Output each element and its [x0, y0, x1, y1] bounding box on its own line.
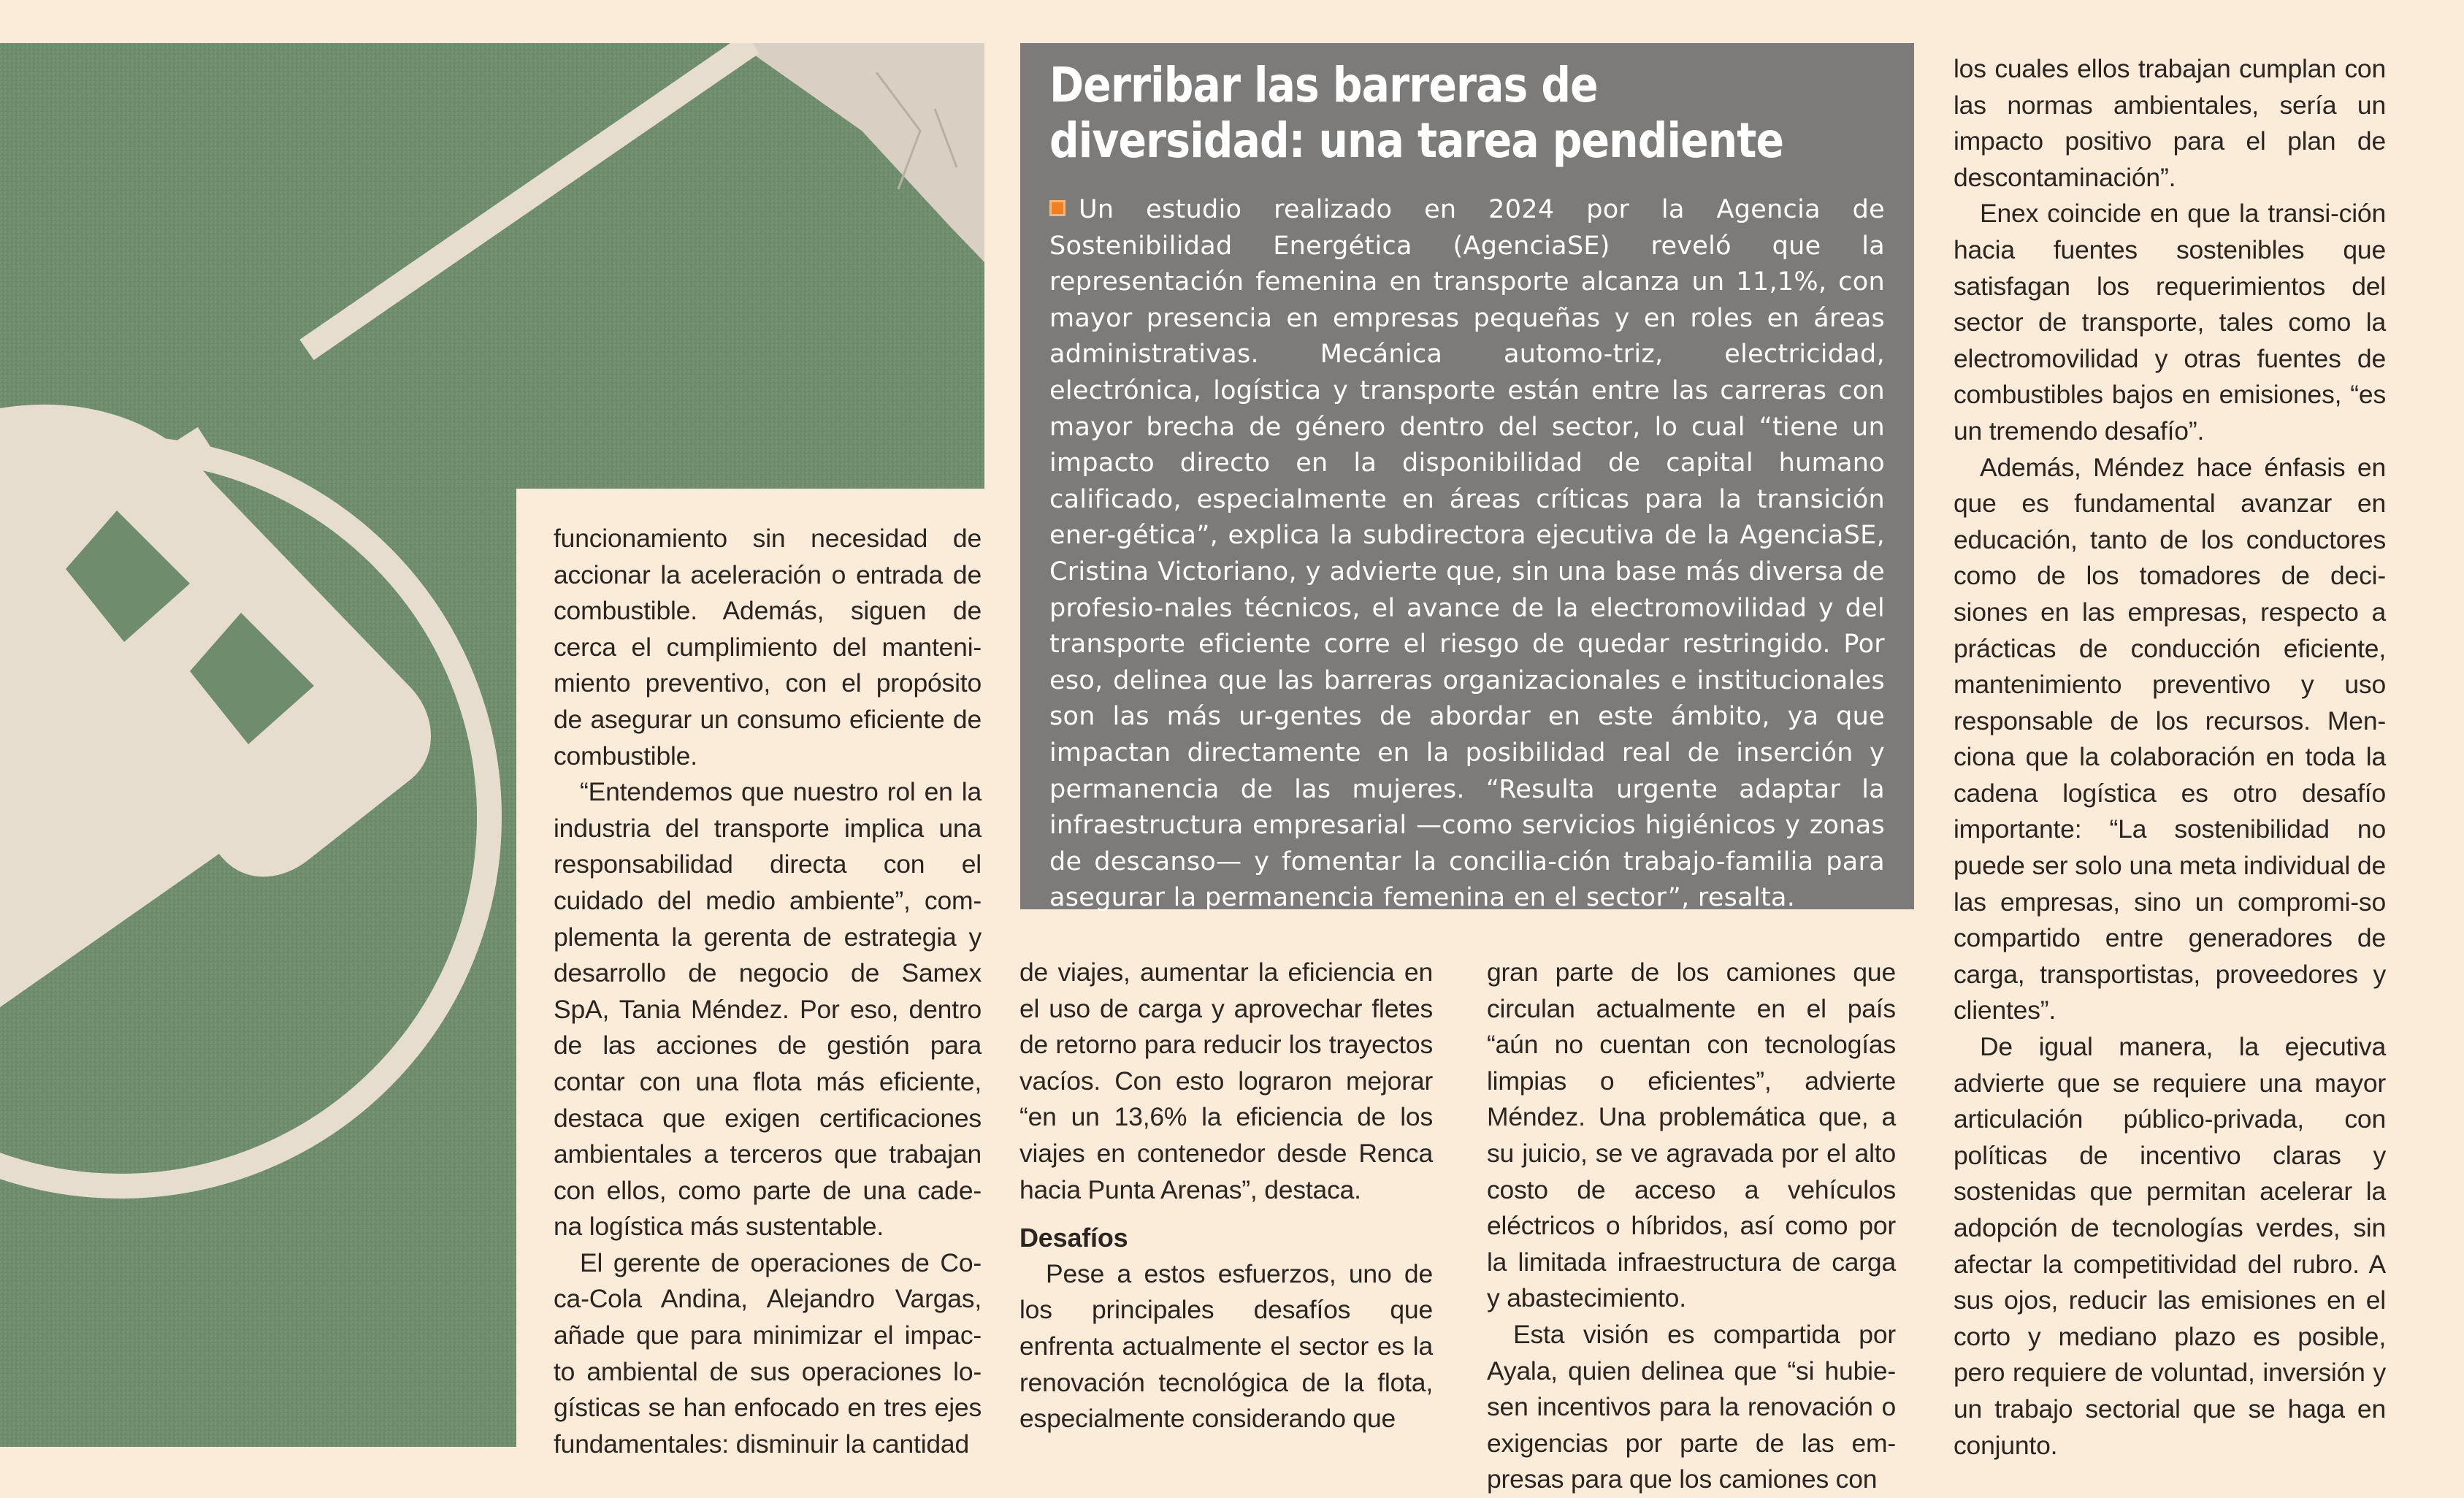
- paragraph: Pese a estos esfuerzos, uno de los principales desafíos que enfrenta actualmente el sector es la renovación tecnológica de la flota, especialmente considerando que: [1019, 1258, 1433, 1434]
- paragraph: de viajes, aumentar la eficiencia en el uso de carga y aprovechar fletes de retorno para reducir los trayectos vacíos. Con esto lograron mejorar “en un 13,6% la eficiencia de los viajes en contenedor desde Renca hacia Punta Arenas”, destaca.: [1019, 958, 1433, 1204]
- section-heading: Desafíos: [1019, 1223, 1128, 1253]
- sidebar-body: [1049, 192, 1885, 917]
- paragraph: El gerente de operaciones de Co-ca-Cola Andina, Alejandro Vargas, añade que para minimizar el impac-to ambiental de sus operaciones lo-gísticas se han enfocado en tres ejes fundamentales: disminuir la cantidad: [554, 1247, 982, 1459]
- diversity-sidebar: [1020, 43, 1914, 913]
- paragraph: los cuales ellos trabajan cumplan con las normas ambientales, sería un impacto positivo para el plan de descontaminación”.: [1954, 54, 2386, 192]
- sidebar-body-text: Un estudio realizado en 2024 por la Agencia de Sostenibilidad Energética (AgenciaSE) reveló que la representación femenina en transporte alcanza un 11,1%, con mayor presencia en empresas pequeñas y en roles en áreas administrativas. Mecánica automo-triz, electricidad, electrónica, logística y transporte están entre las carreras con mayor brecha de género dentro del sector, lo cual “tiene un impacto directo en la disponibilidad de capital humano calificado, especialmente en áreas críticas para la transición ener-gética”, explica la subdirectora ejecutiva de la AgenciaSE, Cristina Victoriano, y advierte que, sin una base más diversa de profesio-nales técnicos, el avance de la electromovilidad y del transporte eficiente corre el riesgo de quedar restringido. Por eso, delinea que las barreras organizacionales e institucionales son las más ur-gentes de abordar en este ámbito, ya que impactan directamente en la posibilidad real de inserción y permanencia de las mujeres. “Resulta urgente adaptar la infraestructura empresarial —como servicios higiénicos y zonas de descanso— y fomentar la concilia-ción trabajo-familia para asegurar la permanencia femenina en el sector”, resalta.: [1049, 195, 1885, 913]
- paragraph: Enex coincide en que la transi-ción hacia fuentes sostenibles que satisfagan los requerimientos del sector de transporte, tales como la electromovilidad y otras fuentes de combustibles bajos en emisiones, “es un tremendo desafío”.: [1954, 199, 2386, 446]
- paragraph: “Entendemos que nuestro rol en la industria del transporte implica una responsabilidad directa con el cuidado del medio ambiente”, com-plementa la gerenta de estrategia y desarrollo de negocio de Samex SpA, Tania Méndez. Por eso, dentro de las acciones de gestión para contar con una flota más eficiente, destaca que exigen certificaciones ambientales a terceros que trabajan con ellos, como parte de una cade-na logística más sustentable.: [554, 777, 982, 1242]
- paragraph: De igual manera, la ejecutiva advierte que se requiere una mayor articulación público-privada, con políticas de incentivo claras y sostenidas que permitan acelerar la adopción de tecnologías verdes, sin afectar la competitividad del rubro. A sus ojos, reducir las emisiones en el corto y mediano plazo es posible, pero requiere de voluntad, inversión y un trabajo sectorial que se haga en conjunto.: [1954, 1032, 2386, 1460]
- sidebar-title: Derribar las barreras de diversidad: una tarea pendiente: [1049, 57, 1784, 169]
- article-column-3: [1487, 955, 1896, 1498]
- article-column-4: [1954, 51, 2386, 1464]
- paragraph: Esta visión es compartida por Ayala, quien delinea que “si hubie-sen incentivos para la renovación o exigencias por parte de las em-presas para que los camiones con: [1487, 1319, 1896, 1494]
- paragraph: funcionamiento sin necesidad de accionar la aceleración o entrada de combustible. Además, siguen de cerca el cumplimiento del manteni-miento preventivo, con el propósito de asegurar un consumo eficiente de combustible.: [554, 524, 982, 771]
- paragraph: gran parte de los camiones que circulan actualmente en el país “aún no cuentan con tecnologías limpias o eficientes”, advierte Méndez. Una problemática que, a su juicio, se ve agravada por el alto costo de acceso a vehículos eléctricos o híbridos, así como por la limitada infraestructura de carga y abastecimiento.: [1487, 958, 1896, 1313]
- paragraph: Además, Méndez hace énfasis en que es fundamental avanzar en educación, tanto de los conductores como de los tomadores de deci-siones en las empresas, respecto a prácticas de conducción eficiente, mantenimiento preventivo y uso responsable de los recursos. Men-ciona que la colaboración en toda la cadena logística es otro desafío importante: “La sostenibilidad no puede ser solo una meta individual de las empresas, sino un compromi-so compartido entre generadores de carga, transportistas, proveedores y clientes”.: [1954, 452, 2386, 1025]
- article-column-1: [554, 521, 982, 1462]
- square-bullet-icon: [1049, 200, 1065, 216]
- article-column-2: [1019, 955, 1433, 1437]
